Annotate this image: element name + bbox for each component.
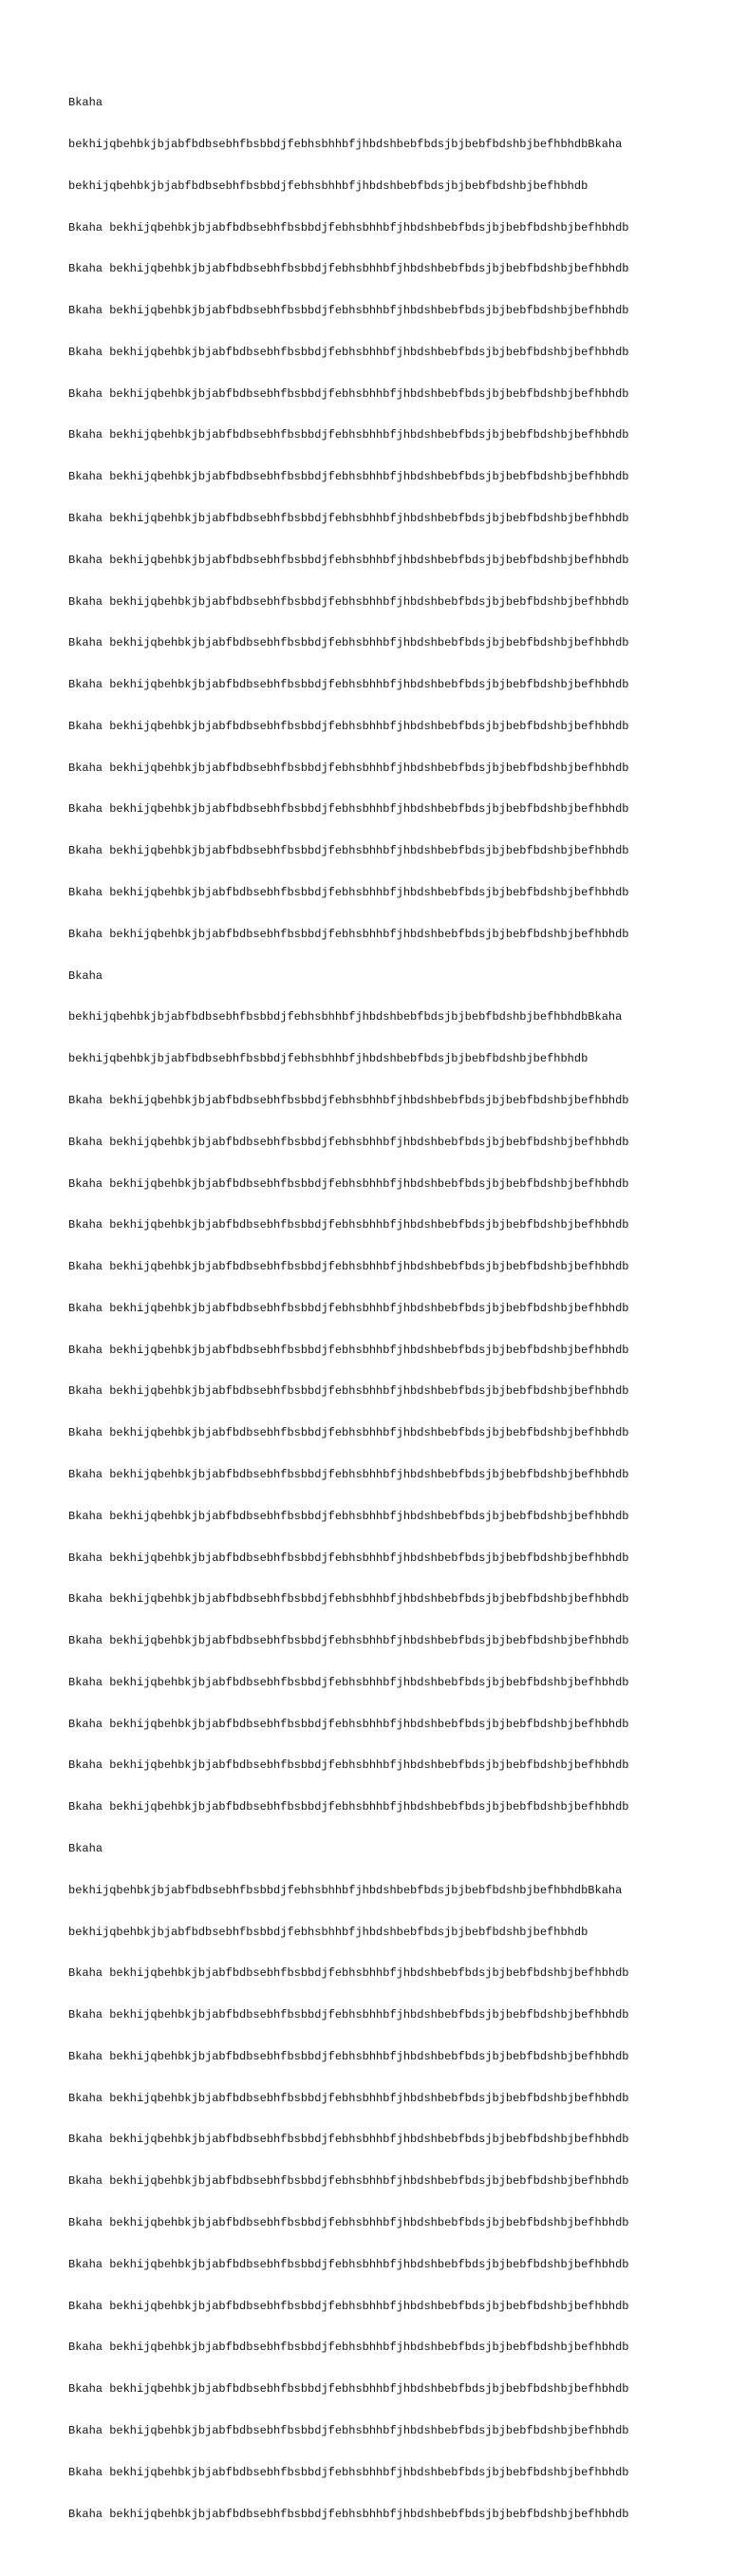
text-line: bekhijqbehbkjbjabfbdbsebhfbsbbdjfebhsbhhbfjhbdshbebfbdsjbjbebfbdshbjbefhbhdb (68, 1925, 589, 1939)
text-line: bekhijqbehbkjbjabfbdbsebhfbsbbdjfebhsbhhbfjhbdshbebfbdsjbjbebfbdshbjbefhbhdbBkaha (68, 137, 623, 151)
text-line: Bkaha bekhijqbehbkjbjabfbdbsebhfbsbbdjfebhsbhhbfjhbdshbebfbdsjbjbebfbdshbjbefhbhdb (68, 1966, 629, 1981)
text-line: bekhijqbehbkjbjabfbdbsebhfbsbbdjfebhsbhhbfjhbdshbebfbdsjbjbebfbdshbjbefhbhdb (68, 179, 589, 193)
text-line: Bkaha bekhijqbehbkjbjabfbdbsebhfbsbbdjfebhsbhhbfjhbdshbebfbdsjbjbebfbdshbjbefhbhdb (68, 2091, 629, 2105)
text-line: Bkaha (68, 968, 103, 983)
text-line: Bkaha bekhijqbehbkjbjabfbdbsebhfbsbbdjfebhsbhhbfjhbdshbebfbdsjbjbebfbdshbjbefhbhdb (68, 1093, 629, 1107)
text-line: Bkaha bekhijqbehbkjbjabfbdbsebhfbsbbdjfebhsbhhbfjhbdshbebfbdsjbjbebfbdshbjbefhbhdb (68, 2507, 629, 2521)
text-line: Bkaha bekhijqbehbkjbjabfbdbsebhfbsbbdjfebhsbhhbfjhbdshbebfbdsjbjbebfbdshbjbefhbhdb (68, 1758, 629, 1773)
text-line: Bkaha bekhijqbehbkjbjabfbdbsebhfbsbbdjfebhsbhhbfjhbdshbebfbdsjbjbebfbdshbjbefhbhdb (68, 2049, 629, 2063)
text-line: Bkaha bekhijqbehbkjbjabfbdbsebhfbsbbdjfebhsbhhbfjhbdshbebfbdsjbjbebfbdshbjbefhbhdb (68, 719, 629, 733)
text-line: Bkaha bekhijqbehbkjbjabfbdbsebhfbsbbdjfebhsbhhbfjhbdshbebfbdsjbjbebfbdshbjbefhbhdb (68, 1218, 629, 1232)
text-line: Bkaha bekhijqbehbkjbjabfbdbsebhfbsbbdjfebhsbhhbfjhbdshbebfbdsjbjbebfbdshbjbefhbhdb (68, 470, 629, 484)
text-line: Bkaha bekhijqbehbkjbjabfbdbsebhfbsbbdjfebhsbhhbfjhbdshbebfbdsjbjbebfbdshbjbefhbhdb (68, 1634, 629, 1648)
text-line: Bkaha bekhijqbehbkjbjabfbdbsebhfbsbbdjfebhsbhhbfjhbdshbebfbdsjbjbebfbdshbjbefhbhdb (68, 220, 629, 235)
text-line: Bkaha bekhijqbehbkjbjabfbdbsebhfbsbbdjfebhsbhhbfjhbdshbebfbdsjbjbebfbdshbjbefhbhdb (68, 345, 629, 359)
text-line: Bkaha bekhijqbehbkjbjabfbdbsebhfbsbbdjfebhsbhhbfjhbdshbebfbdsjbjbebfbdshbjbefhbhdb (68, 844, 629, 858)
document-page (68, 68, 723, 2576)
text-line: Bkaha bekhijqbehbkjbjabfbdbsebhfbsbbdjfebhsbhhbfjhbdshbebfbdsjbjbebfbdshbjbefhbhdb (68, 262, 629, 276)
text-line (68, 2548, 723, 2563)
text-line: Bkaha bekhijqbehbkjbjabfbdbsebhfbsbbdjfebhsbhhbfjhbdshbebfbdsjbjbebfbdshbjbefhbhdb (68, 1135, 629, 1149)
text-line: Bkaha bekhijqbehbkjbjabfbdbsebhfbsbbdjfebhsbhhbfjhbdshbebfbdsjbjbebfbdshbjbefhbhdb (68, 553, 629, 567)
text-line: Bkaha bekhijqbehbkjbjabfbdbsebhfbsbbdjfebhsbhhbfjhbdshbebfbdsjbjbebfbdshbjbefhbhdb (68, 512, 629, 525)
text-line: Bkaha bekhijqbehbkjbjabfbdbsebhfbsbbdjfebhsbhhbfjhbdshbebfbdsjbjbebfbdshbjbefhbhdb (68, 1592, 629, 1607)
text-line: Bkaha bekhijqbehbkjbjabfbdbsebhfbsbbdjfebhsbhhbfjhbdshbebfbdsjbjbebfbdshbjbefhbhdb (68, 2174, 629, 2189)
text-line: Bkaha bekhijqbehbkjbjabfbdbsebhfbsbbdjfebhsbhhbfjhbdshbebfbdsjbjbebfbdshbjbefhbhdb (68, 1384, 629, 1399)
text-line: Bkaha bekhijqbehbkjbjabfbdbsebhfbsbbdjfebhsbhhbfjhbdshbebfbdsjbjbebfbdshbjbefhbhdb (68, 1467, 629, 1481)
text-line: Bkaha bekhijqbehbkjbjabfbdbsebhfbsbbdjfebhsbhhbfjhbdshbebfbdsjbjbebfbdshbjbefhbhdb (68, 927, 629, 941)
text-line: Bkaha bekhijqbehbkjbjabfbdbsebhfbsbbdjfebhsbhhbfjhbdshbebfbdsjbjbebfbdshbjbefhbhdb (68, 1551, 629, 1565)
text-line: bekhijqbehbkjbjabfbdbsebhfbsbbdjfebhsbhhbfjhbdshbebfbdsjbjbebfbdshbjbefhbhdb (68, 1052, 589, 1066)
text-line: Bkaha bekhijqbehbkjbjabfbdbsebhfbsbbdjfebhsbhhbfjhbdshbebfbdsjbjbebfbdshbjbefhbhdb (68, 2257, 629, 2271)
text-line: Bkaha bekhijqbehbkjbjabfbdbsebhfbsbbdjfebhsbhhbfjhbdshbebfbdsjbjbebfbdshbjbefhbhdb (68, 1675, 629, 1689)
text-line: Bkaha bekhijqbehbkjbjabfbdbsebhfbsbbdjfebhsbhhbfjhbdshbebfbdsjbjbebfbdshbjbefhbhdb (68, 2133, 629, 2147)
text-line: Bkaha bekhijqbehbkjbjabfbdbsebhfbsbbdjfebhsbhhbfjhbdshbebfbdsjbjbebfbdshbjbefhbhdb (68, 886, 629, 900)
text-line: Bkaha bekhijqbehbkjbjabfbdbsebhfbsbbdjfebhsbhhbfjhbdshbebfbdsjbjbebfbdshbjbefhbhdb (68, 428, 629, 442)
text-line: Bkaha bekhijqbehbkjbjabfbdbsebhfbsbbdjfebhsbhhbfjhbdshbebfbdsjbjbebfbdshbjbefhbhdb (68, 1343, 629, 1357)
text-line: Bkaha (68, 1842, 103, 1855)
text-line: Bkaha bekhijqbehbkjbjabfbdbsebhfbsbbdjfebhsbhhbfjhbdshbebfbdsjbjbebfbdshbjbefhbhdb (68, 386, 629, 401)
text-line: Bkaha bekhijqbehbkjbjabfbdbsebhfbsbbdjfebhsbhhbfjhbdshbebfbdsjbjbebfbdshbjbefhbhdb (68, 2299, 629, 2313)
text-line: Bkaha (68, 96, 103, 110)
text-line: Bkaha bekhijqbehbkjbjabfbdbsebhfbsbbdjfebhsbhhbfjhbdshbebfbdsjbjbebfbdshbjbefhbhdb (68, 678, 629, 692)
text-line: Bkaha bekhijqbehbkjbjabfbdbsebhfbsbbdjfebhsbhhbfjhbdshbebfbdsjbjbebfbdshbjbefhbhdb (68, 1509, 629, 1523)
text-line: Bkaha bekhijqbehbkjbjabfbdbsebhfbsbbdjfebhsbhhbfjhbdshbebfbdsjbjbebfbdshbjbefhbhdb (68, 594, 629, 609)
text-line: Bkaha bekhijqbehbkjbjabfbdbsebhfbsbbdjfebhsbhhbfjhbdshbebfbdsjbjbebfbdshbjbefhbhdb (68, 1176, 629, 1191)
text-line: Bkaha bekhijqbehbkjbjabfbdbsebhfbsbbdjfebhsbhhbfjhbdshbebfbdsjbjbebfbdshbjbefhbhdb (68, 2382, 629, 2397)
text-line: Bkaha bekhijqbehbkjbjabfbdbsebhfbsbbdjfebhsbhhbfjhbdshbebfbdsjbjbebfbdshbjbefhbhdb (68, 2008, 629, 2022)
text-line: Bkaha bekhijqbehbkjbjabfbdbsebhfbsbbdjfebhsbhhbfjhbdshbebfbdsjbjbebfbdshbjbefhbhdb (68, 1301, 629, 1315)
text-line: bekhijqbehbkjbjabfbdbsebhfbsbbdjfebhsbhhbfjhbdshbebfbdsjbjbebfbdshbjbefhbhdbBkaha (68, 1883, 623, 1897)
text-line: Bkaha bekhijqbehbkjbjabfbdbsebhfbsbbdjfebhsbhhbfjhbdshbebfbdsjbjbebfbdshbjbefhbhdb (68, 2341, 629, 2355)
text-line: Bkaha bekhijqbehbkjbjabfbdbsebhfbsbbdjfebhsbhhbfjhbdshbebfbdsjbjbebfbdshbjbefhbhdb (68, 761, 629, 775)
text-line: Bkaha bekhijqbehbkjbjabfbdbsebhfbsbbdjfebhsbhhbfjhbdshbebfbdsjbjbebfbdshbjbefhbhdb (68, 2465, 629, 2479)
text-line: Bkaha bekhijqbehbkjbjabfbdbsebhfbsbbdjfebhsbhhbfjhbdshbebfbdsjbjbebfbdshbjbefhbhdb (68, 1717, 629, 1731)
text-line: Bkaha bekhijqbehbkjbjabfbdbsebhfbsbbdjfebhsbhhbfjhbdshbebfbdsjbjbebfbdshbjbefhbhdb (68, 1800, 629, 1814)
text-line: Bkaha bekhijqbehbkjbjabfbdbsebhfbsbbdjfebhsbhhbfjhbdshbebfbdsjbjbebfbdshbjbefhbhdb (68, 636, 629, 650)
text-line: Bkaha bekhijqbehbkjbjabfbdbsebhfbsbbdjfebhsbhhbfjhbdshbebfbdsjbjbebfbdshbjbefhbhdb (68, 1260, 629, 1274)
text-line: Bkaha bekhijqbehbkjbjabfbdbsebhfbsbbdjfebhsbhhbfjhbdshbebfbdsjbjbebfbdshbjbefhbhdb (68, 1426, 629, 1440)
text-line: Bkaha bekhijqbehbkjbjabfbdbsebhfbsbbdjfebhsbhhbfjhbdshbebfbdsjbjbebfbdshbjbefhbhdb (68, 802, 629, 817)
text-line: bekhijqbehbkjbjabfbdbsebhfbsbbdjfebhsbhhbfjhbdshbebfbdsjbjbebfbdshbjbefhbhdbBkaha (68, 1010, 623, 1025)
text-line: Bkaha bekhijqbehbkjbjabfbdbsebhfbsbbdjfebhsbhhbfjhbdshbebfbdsjbjbebfbdshbjbefhbhdb (68, 304, 629, 318)
text-line: Bkaha bekhijqbehbkjbjabfbdbsebhfbsbbdjfebhsbhhbfjhbdshbebfbdsjbjbebfbdshbjbefhbhdb (68, 2216, 629, 2230)
text-line: Bkaha bekhijqbehbkjbjabfbdbsebhfbsbbdjfebhsbhhbfjhbdshbebfbdsjbjbebfbdshbjbefhbhdb (68, 2423, 629, 2437)
